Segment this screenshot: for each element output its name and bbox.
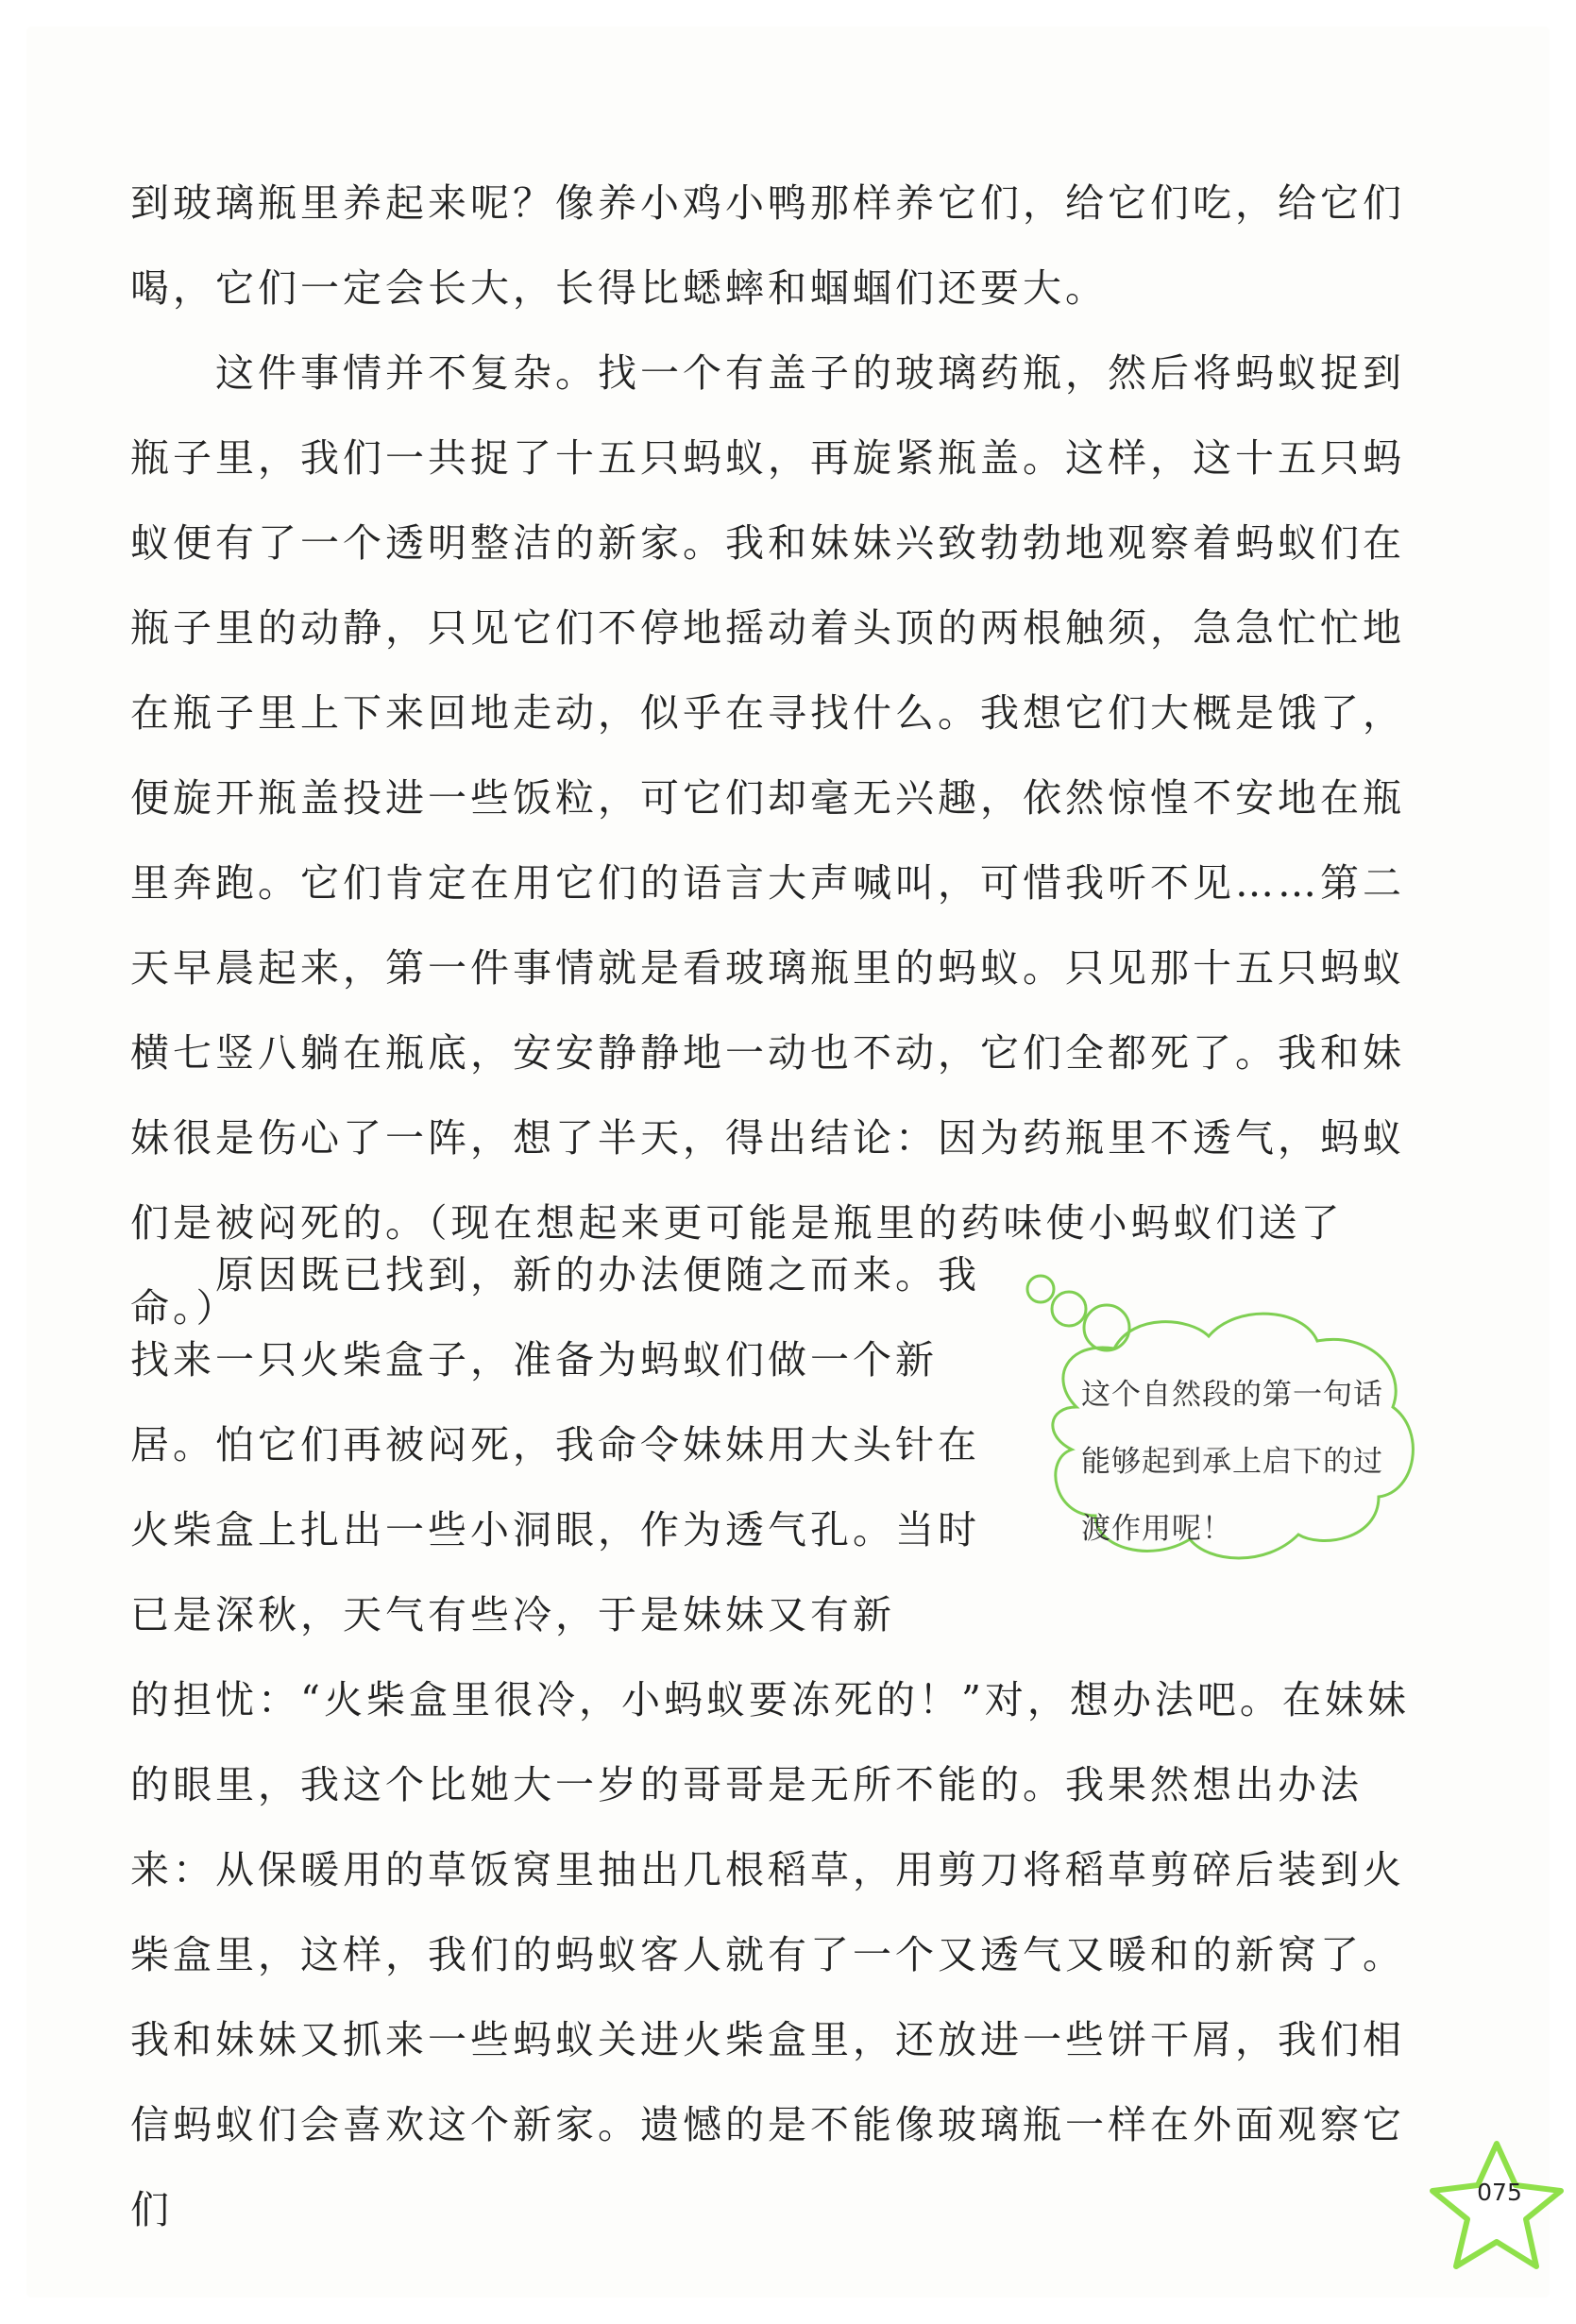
paragraph-3: 原因既已找到，新的办法便随之而来。我找来一只火柴盒子，准备为蚂蚁们做一个新居。怕它们再被闷死，我命令妹妹用大头针在火柴盒上扎出一些小洞眼，作为透气孔。当时已是深秋，天气有些冷，于是妹妹又有新: [130, 1252, 980, 1637]
paragraph-2: 这件事情并不复杂。找一个有盖子的玻璃药瓶，然后将蚂蚁捉到瓶子里，我们一共捉了十五只蚂蚁，再旋紧瓶盖。这样，这十五只蚂蚁便有了一个透明整洁的新家。我和妹妹兴致勃勃地观察着蚂蚁们在瓶子里的动静，只见它们不停地摇动着头顶的两根触须，急急忙忙地在瓶子里上下来回地走动，似乎在寻找什么。我想它们大概是饿了，便旋开瓶盖投进一些饭粒，可它们却毫无兴趣，依然惊惶不安地在瓶里奔跑。它们肯定在用它们的语言大声喊叫，可惜我听不见……第二天早晨起来，第一件事情就是看玻璃瓶里的蚂蚁。只见那十五只蚂蚁横七竖八躺在瓶底，安安静静地一动也不动，它们全都死了。我和妹妹很是伤心了一阵，想了半天，得出结论：因为药瓶里不透气，蚂蚁们是被闷死的。（现在想起来更可能是瓶里的药味使小蚂蚁们送了命。）: [130, 350, 1405, 1331]
page-number: 075: [1477, 2179, 1522, 2206]
thought-bubble-note: [1020, 1265, 1435, 1577]
paragraph-4: 的担忧：“火柴盒里很冷，小蚂蚁要冻死的！”对，想办法吧。在妹妹的眼里，我这个比她大一岁的哥哥是无所不能的。我果然想出办法来：从保暖用的草饭窝里抽出几根稻草，用剪刀将稻草剪碎后装到火柴盒里，这样，我们的蚂蚁客人就有了一个又透气又暖和的新窝了。我和妹妹又抓来一些蚂蚁关进火柴盒里，还放进一些饼干屑，我们相信蚂蚁们会喜欢这个新家。遗憾的是不能像玻璃瓶一样在外面观察它们: [130, 1677, 1410, 2232]
star-icon: [1426, 2136, 1568, 2278]
bubble-dot-medium: [1052, 1292, 1086, 1326]
paragraph-1: 到玻璃瓶里养起来呢？像养小鸡小鸭那样养它们，给它们吃，给它们喝，它们一定会长大，长得比蟋蟀和蝈蝈们还要大。: [130, 180, 1405, 311]
article-text-bottom: [130, 1657, 1426, 2252]
bubble-dot-large: [1084, 1305, 1129, 1350]
note-text: 这个自然段的第一句话能够起到承上启下的过渡作用呢！: [1081, 1378, 1383, 1546]
article-text-top: [130, 161, 1426, 1350]
article-text-mid: [130, 1232, 980, 1657]
bubble-dot-small: [1027, 1276, 1054, 1302]
